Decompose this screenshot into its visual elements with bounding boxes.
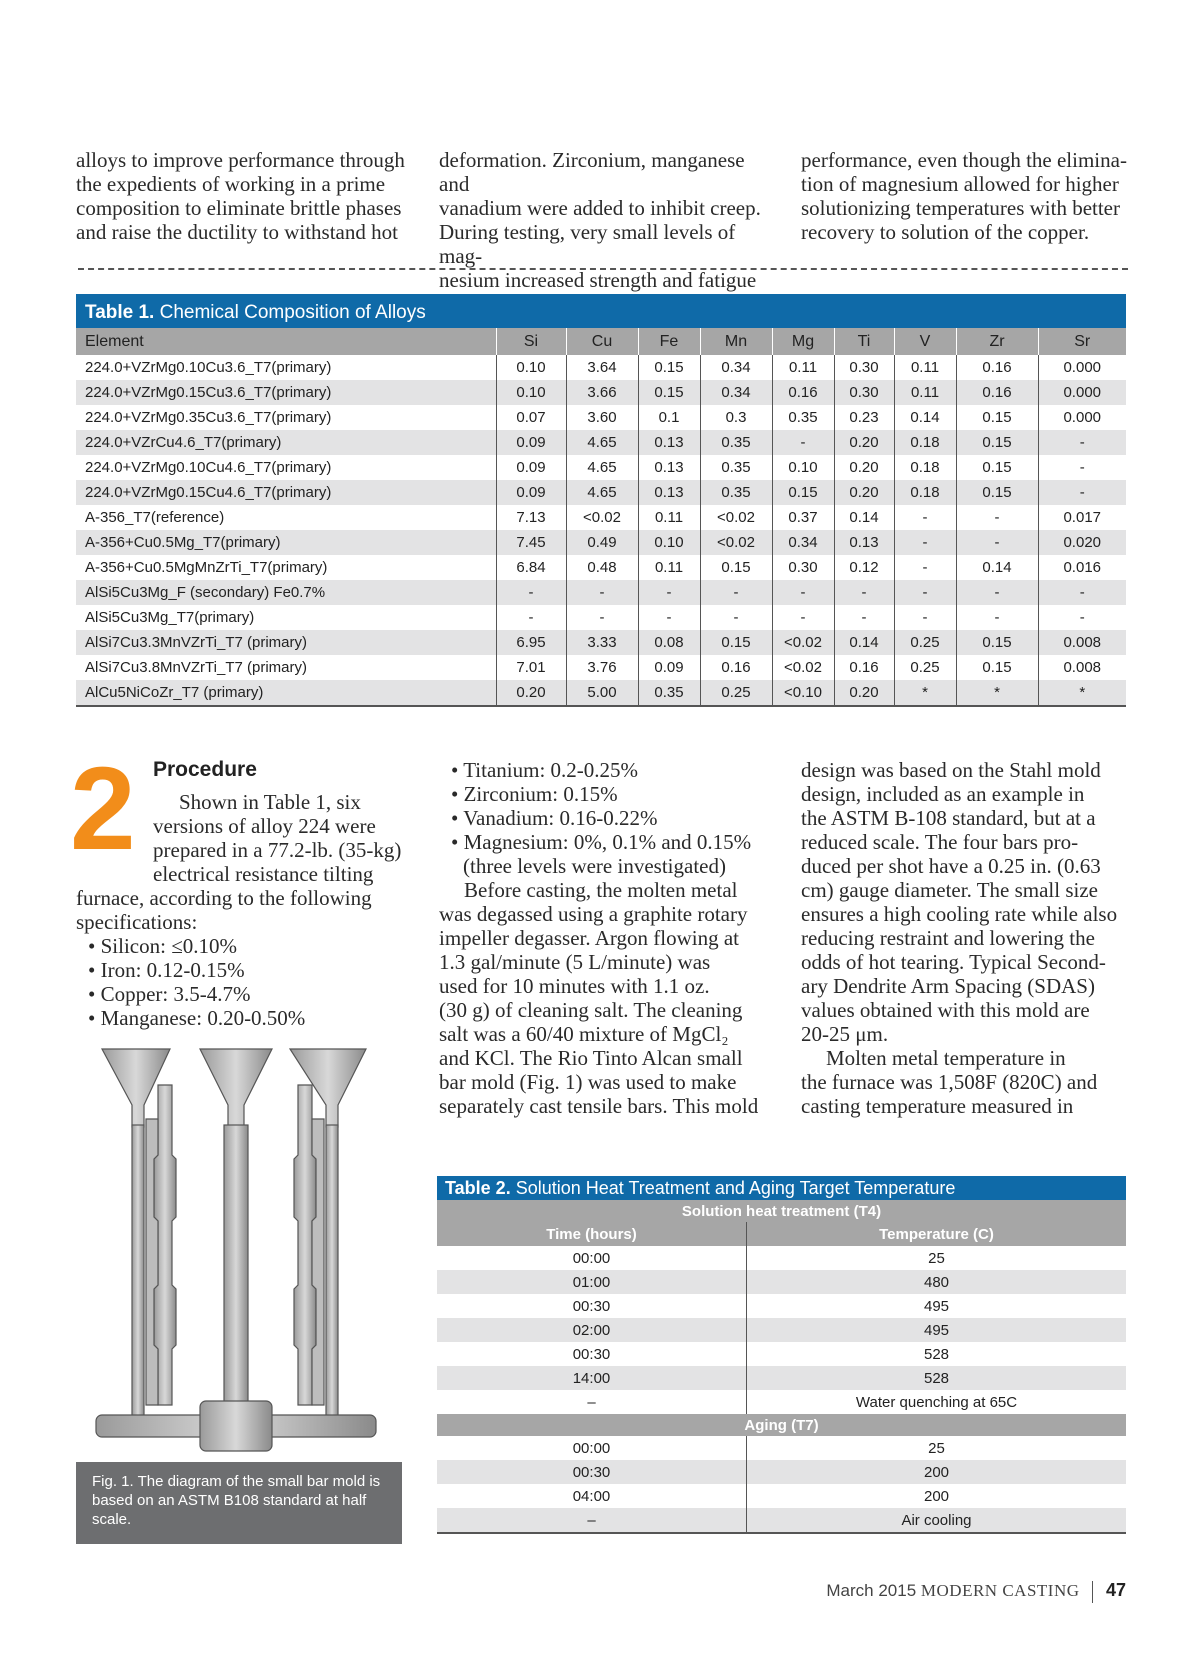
table-row [76,355,1126,380]
column-header: Time (hours) [437,1222,747,1246]
value-cell: - [956,530,1038,555]
value-cell: 0.14 [834,505,894,530]
value-cell: 0.000 [1038,380,1126,405]
list-item: • Silicon: ≤0.10% [88,934,237,958]
value-cell: 0.14 [834,630,894,655]
table-2-caption: Solution Heat Treatment and Aging Target Temperature [515,1178,956,1198]
value-cell: - [834,605,894,630]
table-row [76,655,1126,680]
value-cell: 0.20 [834,430,894,455]
table-row [76,555,1126,580]
text-line: and raise the ductility to withstand hot [76,220,398,244]
time-cell: 02:00 [437,1318,747,1342]
value-cell: - [894,505,956,530]
value-cell: 0.15 [956,455,1038,480]
value-cell: 0.30 [772,555,834,580]
temperature-cell: 528 [923,1345,950,1363]
text-line: separately cast tensile bars. This mold [439,1094,759,1118]
text-line: values obtained with this mold are [801,998,1090,1022]
section-header: Aging (T7) [437,1414,1126,1436]
text-line: Before casting, the molten metal [464,878,738,902]
value-cell: 0.11 [638,505,700,530]
value-cell: - [700,605,772,630]
value-cell: 3.33 [566,630,638,655]
top-text-col1 [76,148,406,244]
text-line: odds of hot tearing. Typical Second- [801,950,1106,974]
time-cell: 00:30 [437,1342,747,1366]
value-cell: - [894,605,956,630]
column-header: Mg [772,328,834,355]
value-cell: 5.00 [566,680,638,706]
value-cell: 0.34 [772,530,834,555]
column-header: Temperature (C) [747,1222,1127,1246]
table-row [437,1318,1126,1342]
alloy-name-cell: A-356_T7(reference) [85,509,225,526]
table-row [76,530,1126,555]
value-cell: 0.15 [700,630,772,655]
value-cell: 0.13 [638,480,700,505]
value-cell: 4.65 [566,455,638,480]
value-cell: - [956,605,1038,630]
table-row [437,1270,1126,1294]
table-row [437,1342,1126,1366]
value-cell: 0.11 [638,555,700,580]
value-cell: 0.18 [894,455,956,480]
list-item: • Manganese: 0.20-0.50% [88,1006,306,1030]
value-cell: 3.64 [566,355,638,380]
value-cell: 0.3 [700,405,772,430]
value-cell: - [1038,455,1126,480]
value-cell: 0.15 [638,380,700,405]
value-cell: 7.01 [496,655,566,680]
value-cell: 0.09 [496,480,566,505]
table-2 [437,1176,1126,1534]
value-cell: - [496,605,566,630]
text-line: reduced scale. The four bars pro- [801,830,1079,854]
column-header: Cu [566,328,638,355]
table-row [437,1460,1126,1484]
value-cell: 0.09 [496,455,566,480]
value-cell: 3.66 [566,380,638,405]
value-cell: - [894,530,956,555]
value-cell: <0.02 [700,530,772,555]
alloy-name-cell: 224.0+VZrMg0.15Cu3.6_T7(primary) [76,380,496,405]
value-cell: * [956,680,1038,706]
value-cell: 0.13 [834,530,894,555]
table-row [76,680,1126,706]
value-cell: - [496,580,566,605]
table-row [76,380,1126,405]
value-cell: 0.11 [894,355,956,380]
value-cell: 0.13 [638,455,700,480]
alloy-name-cell: 224.0+VZrMg0.10Cu3.6_T7(primary) [85,359,332,376]
value-cell: - [894,555,956,580]
alloy-name-cell: AlSi7Cu3.8MnVZrTi_T7 (primary) [85,659,307,676]
right-column [801,758,1131,1118]
alloy-name-cell: AlSi7Cu3.3MnVZrTi_T7 (primary) [76,630,496,655]
table-2-label: Table 2. [445,1178,511,1198]
alloy-name-cell: AlCu5NiCoZr_T7 (primary) [76,680,496,706]
value-cell: - [956,505,1038,530]
procedure-intro-a [179,790,419,814]
value-cell: <0.10 [772,680,834,706]
table-row [76,630,1126,655]
value-cell: 0.11 [772,355,834,380]
text-line: (30 g) of cleaning salt. The cleaning [439,998,743,1022]
value-cell: 0.23 [834,405,894,430]
value-cell: - [772,605,834,630]
value-cell: 0.16 [772,380,834,405]
text-line: prepared in a 77.2-lb. (35-kg) [153,838,402,862]
value-cell: 0.11 [894,380,956,405]
list-item: (three levels were investigated) [463,854,726,878]
temperature-cell: Water quenching at 65C [855,1393,1018,1411]
text-line: design, included as an example in [801,782,1085,806]
list-item: • Copper: 3.5-4.7% [88,982,251,1006]
dashed-divider [78,268,1128,270]
alloy-name-cell: AlSi5Cu3Mg_T7(primary) [85,609,255,626]
value-cell: 0.000 [1038,355,1126,380]
value-cell: 0.25 [894,630,956,655]
table-1-title [76,294,1126,328]
table-row [76,505,1126,530]
value-cell: 0.30 [834,380,894,405]
column-header: Fe [638,328,700,355]
value-cell: - [638,605,700,630]
list-item: • Zirconium: 0.15% [451,782,618,806]
alloy-name-cell: A-356+Cu0.5MgMnZrTi_T7(primary) [85,559,328,576]
text-line: alloys to improve performance through [76,148,405,172]
column-header: Sr [1038,328,1126,355]
list-item: • Magnesium: 0%, 0.1% and 0.15% [451,830,752,854]
column-header: Si [496,328,566,355]
text-line: electrical resistance tilting [153,862,374,886]
text-line: Molten metal temperature in [826,1046,1066,1070]
table-1-label: Table 1. [85,302,155,323]
value-cell: 0.15 [956,655,1038,680]
value-cell: 0.49 [566,530,638,555]
value-cell: 0.07 [496,405,566,430]
table-2-title [437,1176,1126,1200]
table-row [437,1294,1126,1318]
value-cell: - [566,580,638,605]
figure-caption: Fig. 1. The diagram of the small bar mold is based on an ASTM B108 standard at half scale. [76,1462,402,1544]
text-line: ensures a high cooling rate while also [801,902,1118,926]
value-cell: * [894,680,956,706]
text-line: specifications: [76,910,198,934]
value-cell: <0.02 [772,630,834,655]
temperature-cell: 480 [747,1270,1127,1294]
table-row [76,480,1126,505]
value-cell: - [1038,480,1126,505]
text-line: the expedients of working in a prime [76,172,386,196]
alloy-name-cell: 224.0+VZrMg0.35Cu3.6_T7(primary) [85,409,332,426]
temperature-cell: 528 [747,1366,1127,1390]
column-header: Ti [834,328,894,355]
table-row [437,1246,1126,1270]
spec-list-2 [439,758,769,878]
value-cell: 0.25 [894,655,956,680]
value-cell: 0.35 [700,430,772,455]
value-cell: 0.10 [772,455,834,480]
text-line: impeller degasser. Argon flowing at [439,926,739,950]
text-line: furnace, according to the following [76,886,372,910]
text-line: Shown in Table 1, six [179,790,361,814]
value-cell: 3.60 [566,405,638,430]
value-cell: 0.16 [956,355,1038,380]
value-cell: 0.34 [700,355,772,380]
value-cell: 0.008 [1038,655,1126,680]
table-row [437,1366,1126,1390]
temperature-cell: 495 [923,1297,950,1315]
time-cell: 00:00 [437,1436,747,1460]
value-cell: <0.02 [700,505,772,530]
value-cell: 0.18 [894,430,956,455]
text-line: versions of alloy 224 were [153,814,376,838]
value-cell: 0.15 [700,555,772,580]
text-line: and KCl. The Rio Tinto Alcan small [439,1046,743,1070]
value-cell: 0.35 [772,405,834,430]
value-cell: - [1038,580,1126,605]
text-line: 1.3 gal/minute (5 L/minute) was [439,950,711,974]
text-line: duced per shot have a 0.25 in. (0.63 [801,854,1101,878]
value-cell: 0.16 [956,380,1038,405]
value-cell: * [1038,680,1126,706]
value-cell: 0.08 [638,630,700,655]
value-cell: - [1038,430,1126,455]
value-cell: 0.37 [772,505,834,530]
value-cell: - [772,580,834,605]
value-cell: 0.20 [834,480,894,505]
text-line: cm) gauge diameter. The small size [801,878,1099,902]
text-line: salt was a 60/40 mixture of MgCl₂ [439,1022,729,1046]
table-2-grid [437,1200,1126,1534]
text-line: deformation. Zirconium, manganese and [439,148,745,196]
value-cell: 0.16 [700,655,772,680]
temperature-cell: 25 [928,1439,945,1457]
value-cell: 0.15 [956,480,1038,505]
text-line: design was based on the Stahl mold [801,758,1101,782]
table-row [76,430,1126,455]
text-line: reducing restraint and lowering the [801,926,1095,950]
top-text-col2 [439,148,769,292]
value-cell: 0.30 [834,355,894,380]
procedure-intro-c [76,886,416,1030]
value-cell: 4.65 [566,480,638,505]
value-cell: 0.15 [956,630,1038,655]
temperature-cell: 25 [928,1249,945,1267]
value-cell: 7.13 [496,505,566,530]
value-cell: 0.18 [894,480,956,505]
section-number: 2 [70,743,136,875]
column-header: Mn [700,328,772,355]
alloy-name-cell: 224.0+VZrCu4.6_T7(primary) [76,430,496,455]
value-cell: 0.25 [700,680,772,706]
alloy-name-cell: 224.0+VZrMg0.15Cu4.6_T7(primary) [76,480,496,505]
text-line: performance, even though the elimina- [801,148,1127,172]
value-cell: 7.45 [496,530,566,555]
value-cell: 0.20 [834,680,894,706]
list-item: • Titanium: 0.2-0.25% [451,758,639,782]
value-cell: 0.016 [1038,555,1126,580]
value-cell: - [700,580,772,605]
text-line: 20-25 μm. [801,1022,889,1046]
value-cell: <0.02 [566,505,638,530]
time-cell: 00:30 [437,1460,747,1484]
temperature-cell: 495 [747,1318,1127,1342]
value-cell: 0.15 [772,480,834,505]
temperature-cell: 200 [923,1487,950,1505]
value-cell: 0.48 [566,555,638,580]
text-line: casting temperature measured in [801,1094,1074,1118]
text-line: During testing, very small levels of mag- [439,220,736,268]
magazine-name: MODERN CASTING [920,1581,1080,1600]
column-header: Element [76,328,496,355]
value-cell: 0.09 [638,655,700,680]
issue-date: March 2015 [826,1581,917,1600]
value-cell: 0.000 [1038,405,1126,430]
value-cell: 0.35 [700,480,772,505]
value-cell: - [894,580,956,605]
value-cell: 0.15 [956,430,1038,455]
page-number: 47 [1105,1580,1126,1600]
value-cell: 0.13 [638,430,700,455]
table-row [437,1390,1126,1414]
value-cell: <0.02 [772,655,834,680]
table-1-caption: Chemical Composition of Alloys [159,302,426,323]
middle-column [439,758,769,1118]
table-row [76,405,1126,430]
section-header: Solution heat treatment (T4) [437,1200,1126,1222]
value-cell: 3.76 [566,655,638,680]
text-line: the ASTM B-108 standard, but at a [801,806,1096,830]
value-cell: 6.84 [496,555,566,580]
text-line: bar mold (Fig. 1) was used to make [439,1070,737,1094]
time-cell: 04:00 [437,1484,747,1508]
table-row [76,605,1126,630]
value-cell: 0.14 [956,555,1038,580]
column-header: Zr [956,328,1038,355]
value-cell: 0.14 [894,405,956,430]
time-cell: – [437,1508,747,1533]
spec-list [76,934,416,1030]
section-heading: Procedure [153,758,257,781]
value-cell: 0.20 [496,680,566,706]
table-1-grid [76,328,1126,707]
text-line: nesium increased strength and fatigue [439,268,757,292]
time-cell: 01:00 [437,1270,747,1294]
value-cell: - [1038,605,1126,630]
temperature-cell: Air cooling [747,1508,1127,1533]
value-cell: - [834,580,894,605]
text-line: vanadium were added to inhibit creep. [439,196,761,220]
temperature-cell: 200 [747,1460,1127,1484]
value-cell: 0.020 [1038,530,1126,555]
value-cell: 6.95 [496,630,566,655]
value-cell: - [772,430,834,455]
value-cell: - [956,580,1038,605]
value-cell: 0.15 [638,355,700,380]
value-cell: 0.017 [1038,505,1126,530]
procedure-intro-b [153,814,413,886]
value-cell: 0.1 [638,405,700,430]
value-cell: 4.65 [566,430,638,455]
value-cell: 0.10 [638,530,700,555]
value-cell: 0.15 [956,405,1038,430]
table-row [76,455,1126,480]
table-1 [76,294,1126,707]
value-cell: 0.09 [496,430,566,455]
value-cell: 0.20 [834,455,894,480]
text-line: the furnace was 1,508F (820C) and [801,1070,1098,1094]
text-line: ary Dendrite Arm Spacing (SDAS) [801,974,1095,998]
text-line: was degassed using a graphite rotary [439,902,748,926]
bar-mold-diagram [76,1045,394,1465]
value-cell: - [638,580,700,605]
text-line: used for 10 minutes with 1.1 oz. [439,974,710,998]
list-item: • Vanadium: 0.16-0.22% [451,806,658,830]
alloy-name-cell: AlSi5Cu3Mg_F (secondary) Fe0.7% [76,580,496,605]
value-cell: 0.16 [834,655,894,680]
value-cell: 0.35 [638,680,700,706]
alloy-name-cell: 224.0+VZrMg0.10Cu4.6_T7(primary) [85,459,332,476]
text-line: tion of magnesium allowed for higher [801,172,1119,196]
alloy-name-cell: A-356+Cu0.5Mg_T7(primary) [76,530,496,555]
footer-divider [1092,1581,1093,1603]
table-row [437,1508,1126,1533]
table-row [437,1484,1126,1508]
value-cell: 0.35 [700,455,772,480]
text-line: recovery to solution of the copper. [801,220,1090,244]
value-cell: 0.12 [834,555,894,580]
value-cell: - [566,605,638,630]
time-cell: 00:30 [437,1294,747,1318]
time-cell: – [437,1390,747,1414]
column-header: V [894,328,956,355]
value-cell: 0.34 [700,380,772,405]
value-cell: 0.008 [1038,630,1126,655]
top-text-col3 [801,148,1131,244]
table-row [76,580,1126,605]
text-line: composition to eliminate brittle phases [76,196,402,220]
value-cell: 0.10 [496,380,566,405]
time-cell: 14:00 [437,1366,747,1390]
value-cell: 0.10 [496,355,566,380]
text-line: solutionizing temperatures with better [801,196,1120,220]
list-item: • Iron: 0.12-0.15% [88,958,245,982]
time-cell: 00:00 [437,1246,747,1270]
page-footer [815,1580,1126,1603]
table-row [437,1436,1126,1460]
